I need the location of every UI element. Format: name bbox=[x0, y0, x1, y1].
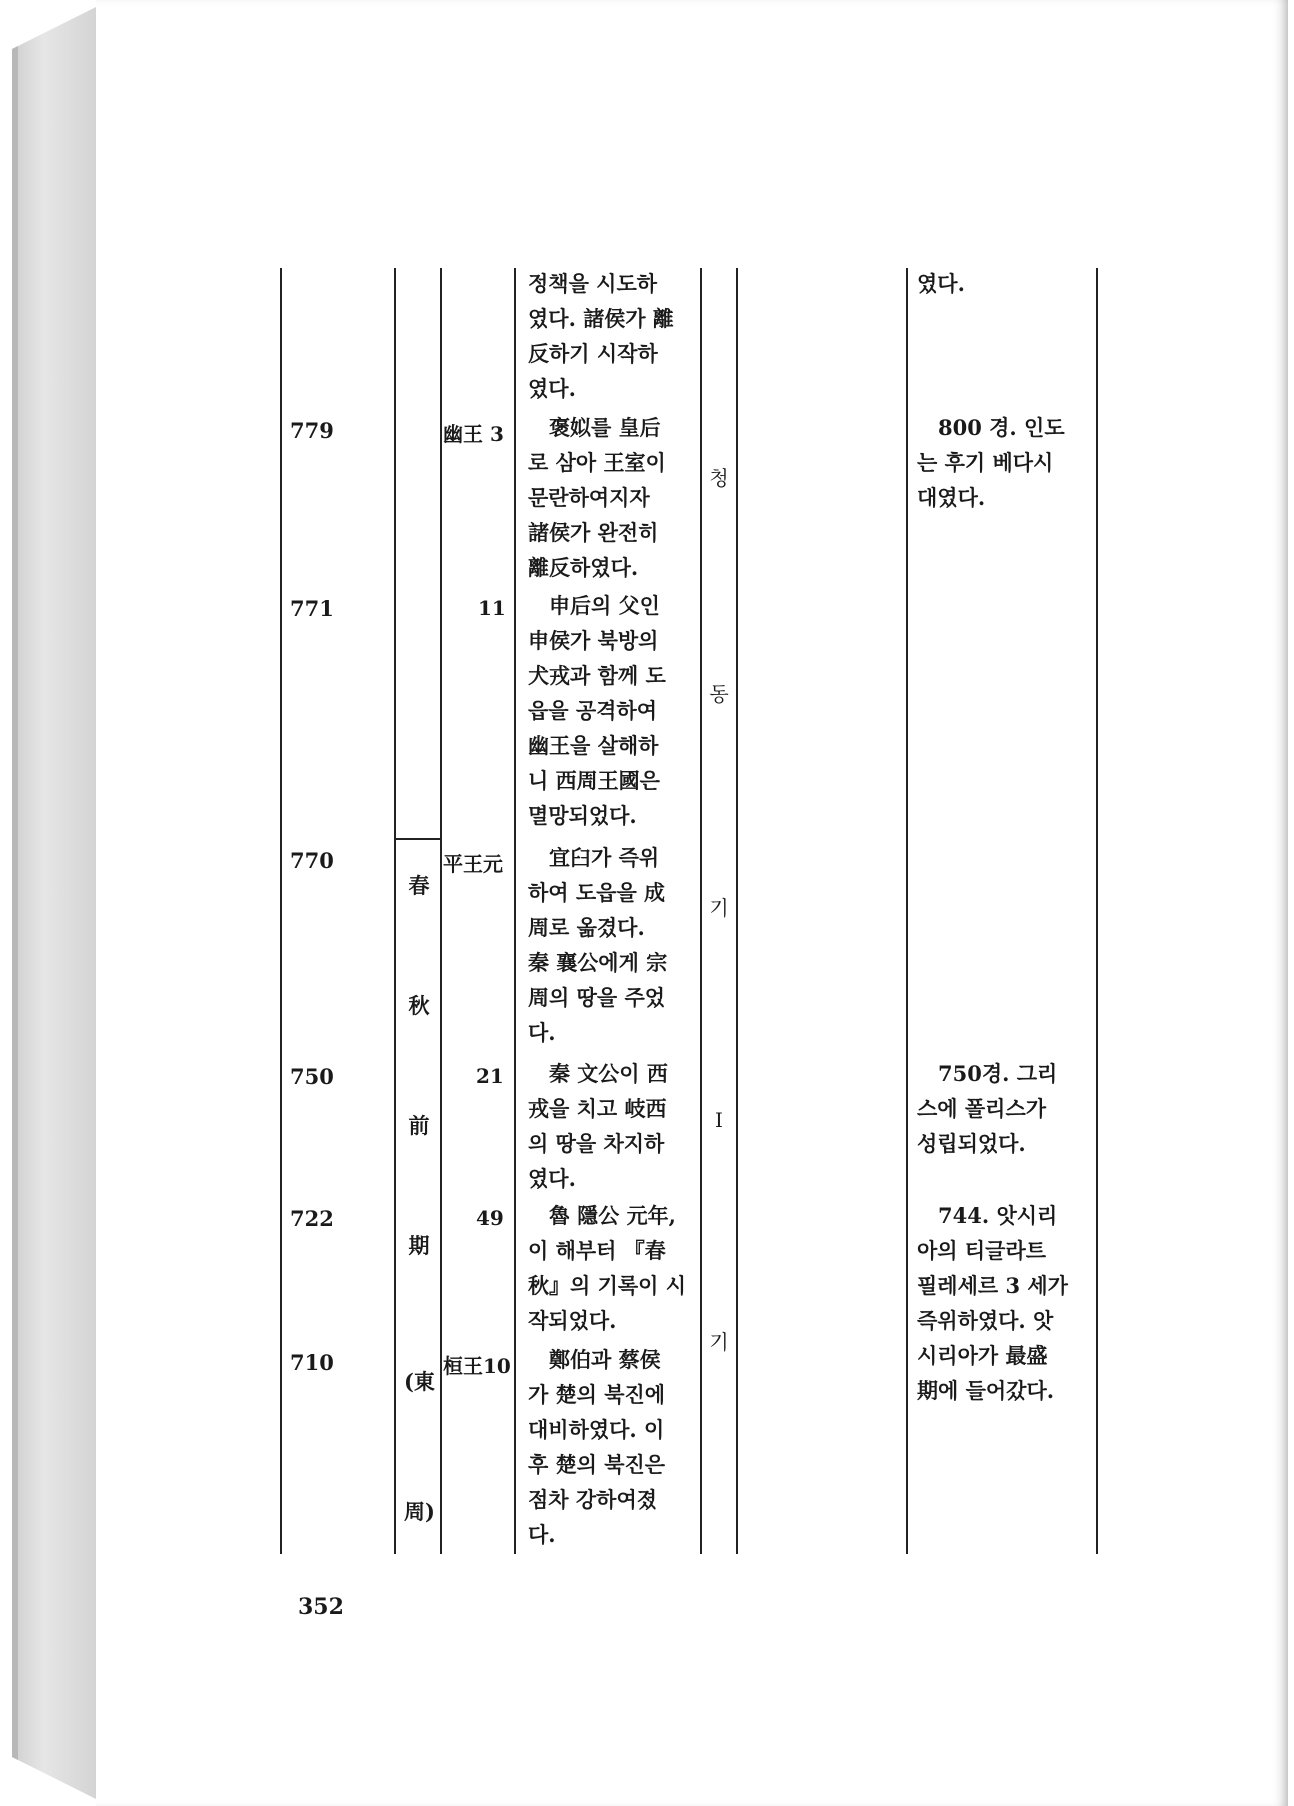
year-770: 770 bbox=[290, 848, 334, 873]
event-line: 褒姒를 皇后 bbox=[549, 415, 661, 440]
year-771: 771 bbox=[290, 596, 334, 621]
event-line: 魯 隱公 元年, bbox=[549, 1203, 676, 1228]
event-line: 읍을 공격하여 bbox=[528, 698, 658, 723]
event-line: 周로 옮겼다. bbox=[528, 915, 645, 940]
world-continued bbox=[917, 266, 1085, 301]
event-line: 諸侯가 완전히 bbox=[528, 520, 659, 545]
age-char-1: 청 bbox=[709, 466, 729, 490]
age-char-3: 기 bbox=[709, 896, 729, 920]
table-rule-period bbox=[394, 268, 396, 1554]
event-line: 대비하였다. 이 bbox=[528, 1417, 665, 1442]
event-779 bbox=[528, 410, 698, 585]
event-line: 秦 文公이 西 bbox=[549, 1061, 668, 1086]
book-spine bbox=[12, 4, 102, 1802]
table-rule-left bbox=[280, 268, 282, 1554]
event-line: 다. bbox=[528, 1522, 556, 1547]
event-line: 鄭伯과 蔡侯 bbox=[549, 1347, 661, 1372]
table-rule-age-left bbox=[700, 268, 702, 1554]
event-771 bbox=[528, 588, 698, 833]
event-line: 멸망되었다. bbox=[528, 803, 637, 828]
age-char-5: 기 bbox=[709, 1330, 729, 1354]
event-line: 점차 강하여졌 bbox=[528, 1487, 658, 1512]
event-line: 하여 도읍을 成 bbox=[528, 880, 666, 905]
event-line: 戎을 치고 岐西 bbox=[528, 1096, 667, 1121]
reign-750: 21 bbox=[476, 1064, 504, 1088]
world-line: 였다. bbox=[917, 271, 965, 296]
world-line: 는 후기 베다시 bbox=[917, 450, 1054, 475]
table-rule-right bbox=[1096, 268, 1098, 1554]
event-line: 犬戎과 함께 도 bbox=[528, 663, 666, 688]
year-750: 750 bbox=[290, 1064, 334, 1089]
world-line: 성립되었다. bbox=[917, 1131, 1026, 1156]
event-line: 反하기 시작하 bbox=[528, 341, 658, 366]
event-line: 정책을 시도하 bbox=[528, 271, 658, 296]
event-line: 문란하여지자 bbox=[528, 485, 650, 510]
event-line: 周의 땅을 주었 bbox=[528, 985, 666, 1010]
period-divider bbox=[394, 838, 440, 840]
table-rule-world bbox=[906, 268, 908, 1554]
event-line: 의 땅을 차지하 bbox=[528, 1131, 665, 1156]
event-line: 秦 襄公에게 宗 bbox=[528, 950, 668, 975]
table-rule-age-right bbox=[736, 268, 738, 1554]
reign-770: 平王元 bbox=[443, 852, 503, 876]
event-line: 였다. 諸侯가 離 bbox=[528, 306, 674, 331]
event-line: 離反하였다. bbox=[528, 555, 639, 580]
event-line: 였다. bbox=[528, 1166, 576, 1191]
year-779: 779 bbox=[290, 418, 334, 443]
event-770 bbox=[528, 840, 698, 1050]
event-continued bbox=[528, 266, 698, 406]
world-744 bbox=[917, 1198, 1085, 1408]
event-line: 이 해부터 『春 bbox=[528, 1238, 666, 1263]
world-line: 744. 앗시리 bbox=[938, 1203, 1058, 1228]
event-line: 였다. bbox=[528, 376, 576, 401]
world-line: 대였다. bbox=[917, 485, 986, 510]
world-750 bbox=[917, 1056, 1085, 1161]
period-char-2: 秋 bbox=[408, 993, 430, 1018]
year-722: 722 bbox=[290, 1206, 334, 1231]
event-722 bbox=[528, 1198, 698, 1338]
period-char-4: 期 bbox=[408, 1233, 430, 1258]
age-char-4: I bbox=[715, 1108, 723, 1132]
reign-722: 49 bbox=[476, 1206, 504, 1230]
event-line: 후 楚의 북진은 bbox=[528, 1452, 666, 1477]
event-750 bbox=[528, 1056, 698, 1196]
world-line: 즉위하였다. 앗 bbox=[917, 1308, 1054, 1333]
event-line: 申后의 父인 bbox=[549, 593, 660, 618]
page-number: 352 bbox=[298, 1594, 344, 1620]
world-line: 스에 폴리스가 bbox=[917, 1096, 1047, 1121]
reign-779: 幽王 3 bbox=[443, 422, 504, 446]
period-char-3: 前 bbox=[408, 1113, 430, 1138]
event-line: 니 西周王國은 bbox=[528, 768, 660, 793]
world-800 bbox=[917, 410, 1085, 515]
world-line: 시리아가 最盛 bbox=[917, 1343, 1048, 1368]
world-line: 750경. 그리 bbox=[938, 1061, 1058, 1086]
event-line: 秋』의 기록이 시 bbox=[528, 1273, 687, 1298]
reign-771: 11 bbox=[478, 596, 506, 620]
world-line: 필레세르 3 세가 bbox=[917, 1273, 1068, 1298]
event-710 bbox=[528, 1342, 698, 1552]
world-line: 아의 티글라트 bbox=[917, 1238, 1047, 1263]
event-line: 다. bbox=[528, 1020, 556, 1045]
period-char-1: 春 bbox=[408, 873, 430, 898]
world-line: 800 경. 인도 bbox=[938, 415, 1065, 440]
event-line: 宜臼가 즉위 bbox=[549, 845, 660, 870]
period-char-6: 周) bbox=[404, 1499, 435, 1524]
table-rule-reign bbox=[440, 268, 442, 1554]
event-line: 작되었다. bbox=[528, 1308, 617, 1333]
table-rule-event bbox=[514, 268, 516, 1554]
event-line: 로 삼아 王室이 bbox=[528, 450, 666, 475]
event-line: 幽王을 살해하 bbox=[528, 733, 659, 758]
year-710: 710 bbox=[290, 1350, 334, 1375]
reign-710: 桓王10 bbox=[443, 1354, 511, 1378]
age-char-2: 동 bbox=[709, 682, 729, 706]
event-line: 申侯가 북방의 bbox=[528, 628, 659, 653]
world-line: 期에 들어갔다. bbox=[917, 1378, 1055, 1403]
event-line: 가 楚의 북진에 bbox=[528, 1382, 666, 1407]
period-char-5: (東 bbox=[404, 1369, 435, 1394]
